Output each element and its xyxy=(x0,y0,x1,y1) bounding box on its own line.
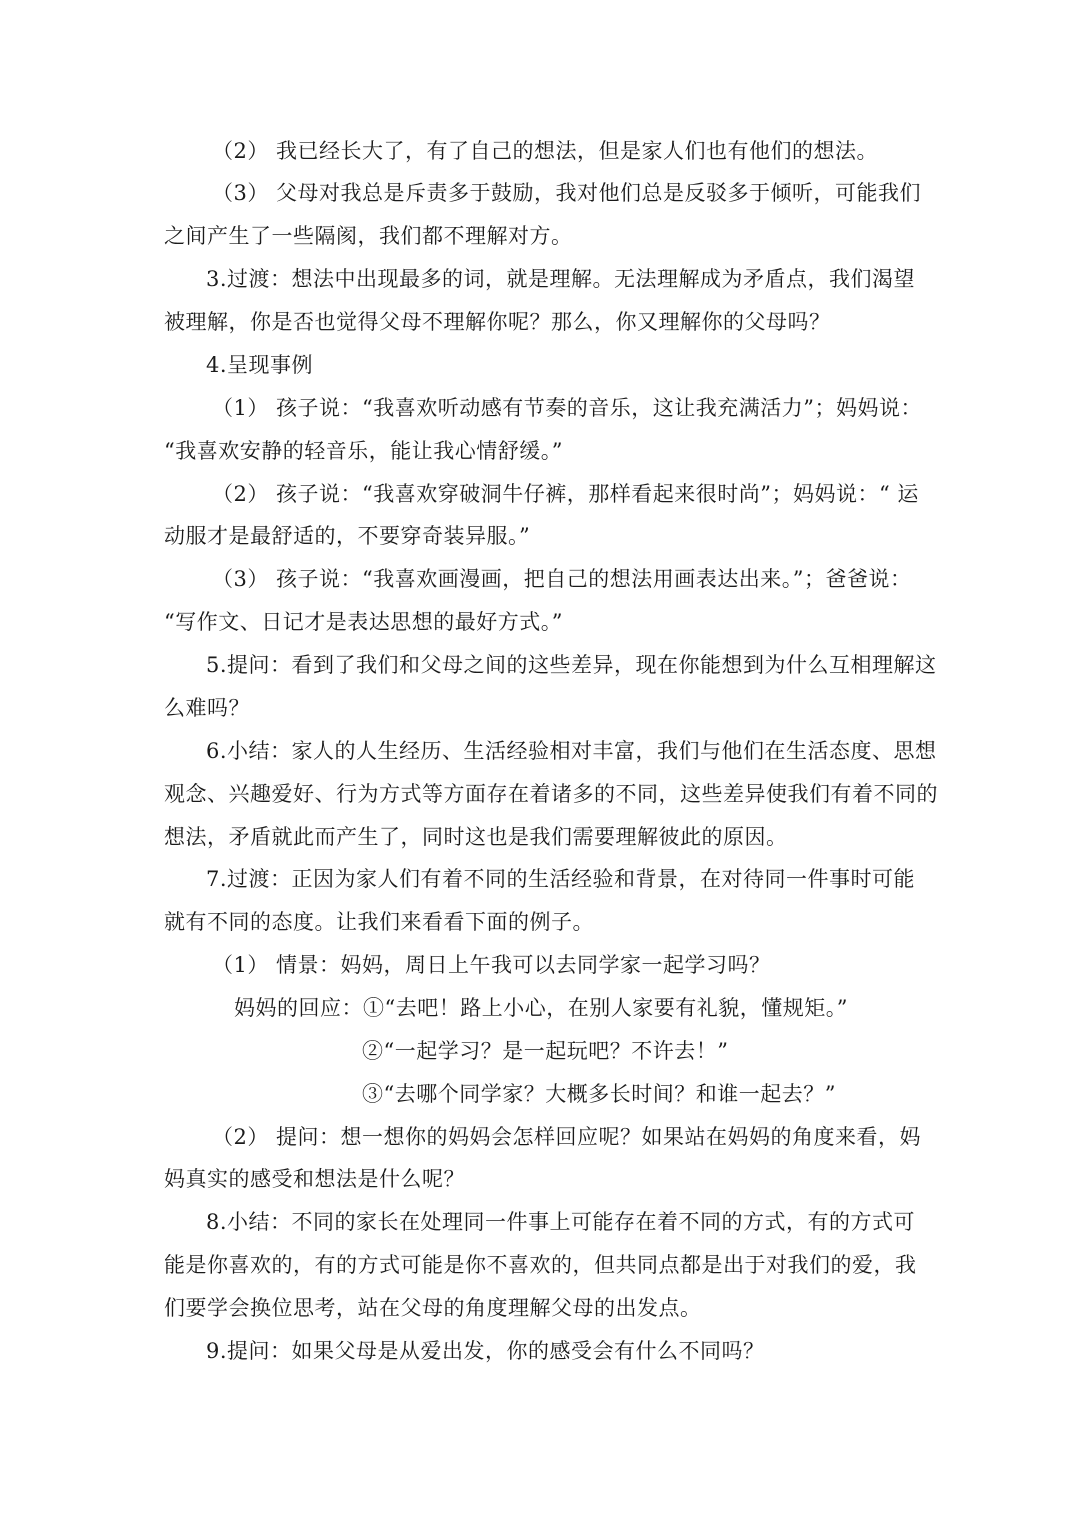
text-line: （1） 情景：妈妈，周日上午我可以去同学家一起学习吗？ xyxy=(212,953,771,977)
text-line: 妈妈的回应：①“去吧！路上小心，在别人家要有礼貌，懂规矩。” xyxy=(234,996,848,1020)
text-line: （2） 提问：想一想你的妈妈会怎样回应呢？如果站在妈妈的角度来看，妈 xyxy=(212,1125,922,1149)
text-line: 8.小结：不同的家长在处理同一件事上可能存在着不同的方式，有的方式可 xyxy=(206,1210,916,1234)
text-line: ③“去哪个同学家？大概多长时间？和谁一起去？” xyxy=(362,1082,836,1106)
text-line: 3.过渡：想法中出现最多的词，就是理解。无法理解成为矛盾点，我们渴望 xyxy=(206,267,916,291)
text-line: 7.过渡：正因为家人们有着不同的生活经验和背景，在对待同一件事时可能 xyxy=(206,867,916,891)
text-line: “我喜欢安静的轻音乐，能让我心情舒缓。” xyxy=(164,439,563,463)
text-line: （3） 孩子说：“我喜欢画漫画，把自己的想法用画表达出来。”；爸爸说： xyxy=(212,567,912,591)
text-line: 妈真实的感受和想法是什么呢？ xyxy=(164,1167,465,1191)
text-line: （1） 孩子说：“我喜欢听动感有节奏的音乐，这让我充满活力”；妈妈说： xyxy=(212,396,923,420)
text-line: 们要学会换位思考，站在父母的角度理解父母的出发点。 xyxy=(164,1296,702,1320)
text-line: （2） 孩子说：“我喜欢穿破洞牛仔裤，那样看起来很时尚”；妈妈说：“ 运 xyxy=(212,482,919,506)
text-line: 能是你喜欢的，有的方式可能是你不喜欢的，但共同点都是出于对我们的爱，我 xyxy=(164,1253,917,1277)
text-line: 么难吗？ xyxy=(164,696,250,720)
text-line: 观念、兴趣爱好、行为方式等方面存在着诸多的不同，这些差异使我们有着不同的 xyxy=(164,782,938,806)
text-line: 6.小结：家人的人生经历、生活经验相对丰富，我们与他们在生活态度、思想 xyxy=(206,739,937,763)
text-line: 想法，矛盾就此而产生了，同时这也是我们需要理解彼此的原因。 xyxy=(164,825,788,849)
text-line: 之间产生了一些隔阂，我们都不理解对方。 xyxy=(164,224,573,248)
text-line: 5.提问：看到了我们和父母之间的这些差异，现在你能想到为什么互相理解这 xyxy=(206,653,937,677)
text-line: 9.提问：如果父母是从爱出发，你的感受会有什么不同吗？ xyxy=(206,1339,765,1363)
text-line: ②“一起学习？是一起玩吧？不许去！” xyxy=(362,1039,729,1063)
text-line: “写作文、日记才是表达思想的最好方式。” xyxy=(164,610,563,634)
text-line: 被理解，你是否也觉得父母不理解你呢？那么，你又理解你的父母吗？ xyxy=(164,310,831,334)
text-line: 4.呈现事例 xyxy=(206,353,314,377)
text-line: （2） 我已经长大了，有了自己的想法，但是家人们也有他们的想法。 xyxy=(212,139,879,163)
text-line: 动服才是最舒适的，不要穿奇装异服。” xyxy=(164,524,531,548)
text-line: 就有不同的态度。让我们来看看下面的例子。 xyxy=(164,910,594,934)
text-line: （3） 父母对我总是斥责多于鼓励，我对他们总是反驳多于倾听，可能我们 xyxy=(212,181,922,205)
